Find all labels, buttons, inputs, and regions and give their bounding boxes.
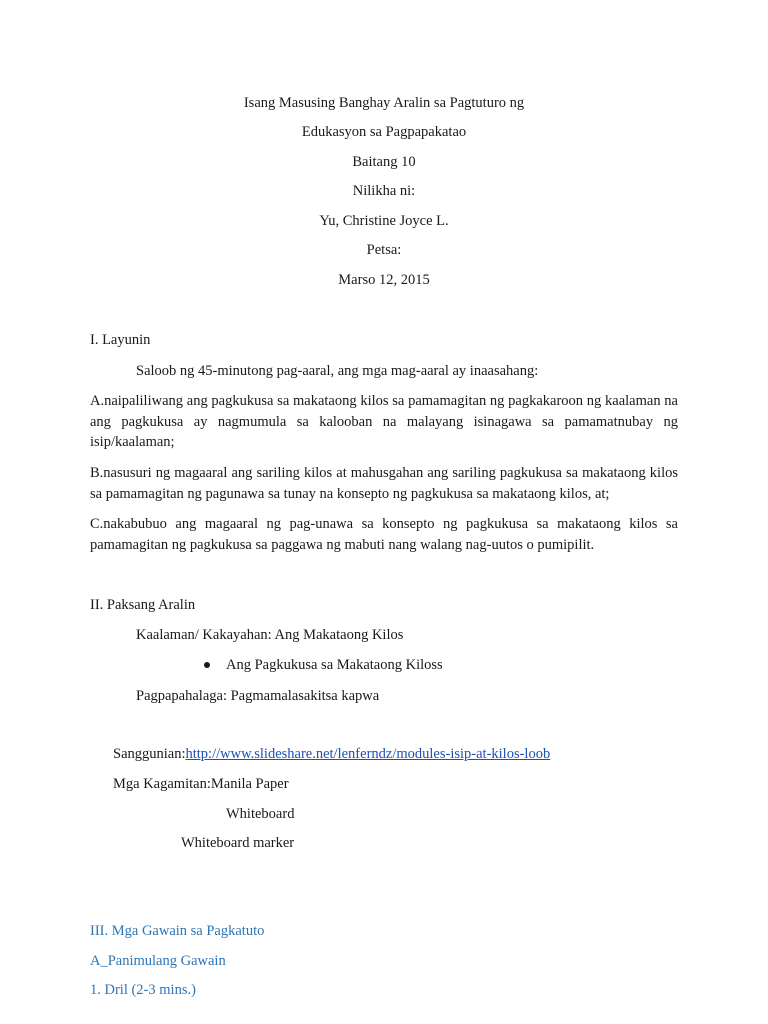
section-1-intro: Saloob ng 45-minutong pag-aaral, ang mga mag-aaral ay inaasahang: [136,363,539,379]
section-1-heading: I. Layunin [90,332,151,348]
objective-b: B.nasusuri ng magaaral ang sariling kilos at mahusgahan ang sariling pagkukusa sa makataong kilos sa pamamagitan ng pagunawa sa tunay na konsepto ng pagkukusa sa makataong kilos, at; [90,465,678,502]
section-3-heading: III. Mga Gawain sa Pagkatuto [90,923,265,939]
material-item: Whiteboard marker [181,835,295,851]
date-label: Petsa: [366,242,402,258]
section-3-item-1: 1. Dril (2-3 mins.) [90,982,196,998]
date-value: Marso 12, 2015 [338,272,430,288]
material-item: Whiteboard [226,806,295,822]
material-item: Manila Paper [210,776,289,792]
bullet-icon [204,662,210,668]
reference-link[interactable]: http://www.slideshare.net/lenferndz/modules-isip-at-kilos-loob [185,746,551,762]
materials-label: Mga Kagamitan: [113,776,211,792]
author-name: Yu, Christine Joyce L. [319,213,449,229]
author-label: Nilikha ni: [352,183,416,199]
reference-line [113,745,550,763]
title-line-2: Edukasyon sa Pagpapakatao [301,124,467,140]
title-line-1: Isang Masusing Banghay Aralin sa Pagtuturo ng [243,95,525,111]
reference-label: Sanggunian: [113,746,186,762]
topic-line: Kaalaman/ Kakayahan: Ang Makataong Kilos [136,627,404,643]
materials-line [113,775,289,793]
objective-c: C.nakabubuo ang magaaral ng pag-unawa sa konsepto ng pagkukusa sa makataong kilos sa pamamagitan ng pagkukusa sa paggawa ng mabuti nang walang nag-uutos o pumipilit. [90,516,678,553]
section-3-sub-a: A_Panimulang Gawain [90,953,226,969]
section-2-heading: II. Paksang Aralin [90,597,196,613]
bullet-item: Ang Pagkukusa sa Makataong Kiloss [226,657,443,673]
value-line: Pagpapahalaga: Pagmamalasakitsa kapwa [136,688,380,704]
grade-level: Baitang 10 [352,154,416,170]
objective-a: A.naipaliliwang ang pagkukusa sa makataong kilos sa pamamagitan ng pagkakaroon ng kaalaman na ang pagkukusa ay nagmumula sa kalooban na malayang isinagawa sa pamamatnubay ng isip/kaalaman; [90,393,678,450]
